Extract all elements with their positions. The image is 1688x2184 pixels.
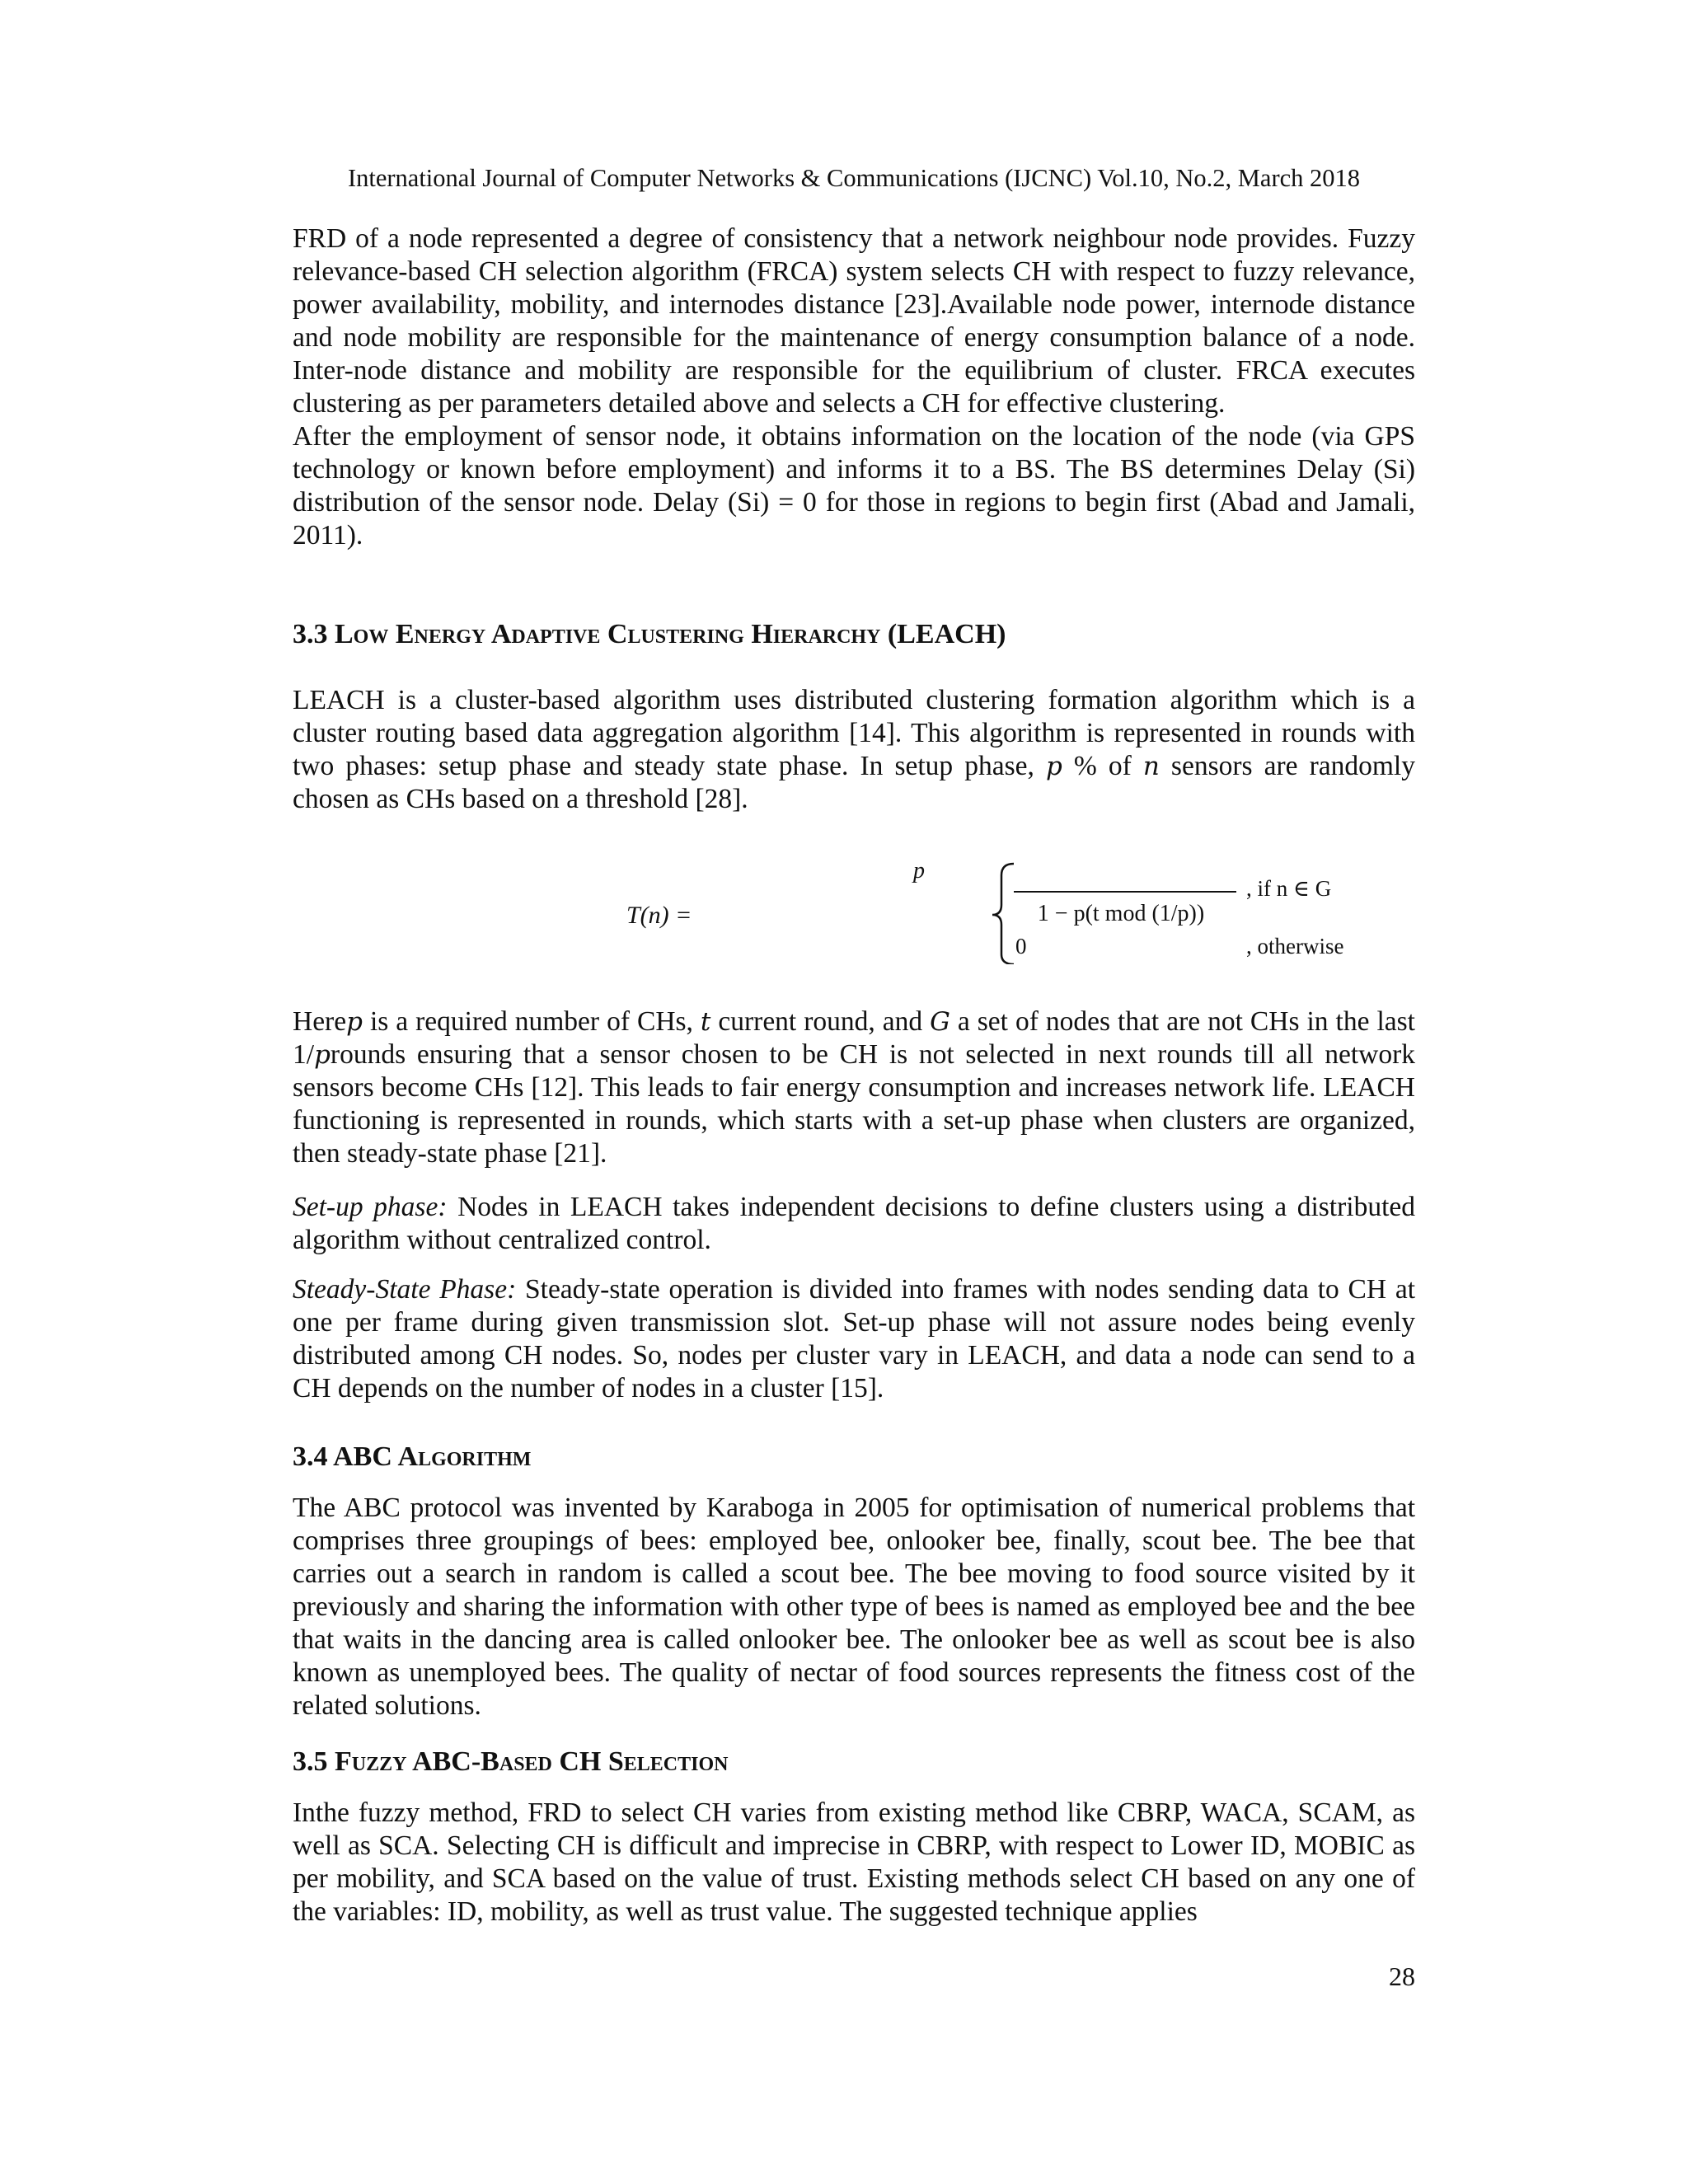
formula-brace <box>992 864 1014 964</box>
formula-zero: 0 <box>1015 934 1027 958</box>
section-3-5-para: Inthe fuzzy method, FRD to select CH varies from existing method like CBRP, WACA, SCAM, as well as SCA. Selecting CH is difficult and imprecise in CBRP, with respect to Lower ID, MOBIC as per mobility, and SCA based on the value of trust. Existing methods select CH based on any one of the variables: ID, mobility, as well as trust value. The suggested technique applies <box>293 1797 1415 1927</box>
section-3-4-heading: 3.4 ABC Algorithm <box>293 1441 532 1472</box>
section-3-3-para2: Herep is a required number of CHs, t current round, and G a set of nodes that are not CHs in the last 1/prounds ensuring that a sensor chosen to be CH is not selected in next rounds till all network sensors become CHs [12]. This leads to fair energy consumption and increases network life. LEACH functioning is represented in rounds, which starts with a set-up phase when clusters are organized, then steady-state phase [21]. <box>293 1006 1415 1169</box>
intro-section <box>293 223 1415 552</box>
section-3-3-heading: 3.3 Low Energy Adaptive Clustering Hierarchy (LEACH) <box>293 619 1006 649</box>
section-3-4-para: The ABC protocol was invented by Karaboga in 2005 for optimisation of numerical problems that comprises three groupings of bees: employed bee, onlooker bee, finally, scout bee. The bee that carries out a search in random is called a scout bee. The bee moving to food source visited by it previously and sharing the information with other type of bees is named as employed bee and the bee that waits in the dancing area is called onlooker bee. The onlooker bee as well as scout bee is also known as unemployed bees. The quality of nectar of food sources represents the fitness cost of the related solutions. <box>293 1493 1415 1721</box>
section-3-3-para1: LEACH is a cluster-based algorithm uses distributed clustering formation algorithm which is a cluster routing based data aggregation algorithm [14]. This algorithm is represented in rounds with two phases: setup phase and steady state phase. In setup phase, p % of n sensors are randomly chosen as CHs based on a threshold [28]. <box>293 685 1415 814</box>
formula-lhs: T(n) = <box>626 902 692 929</box>
setup-phase-label: Set-up phase: <box>293 1192 448 1222</box>
journal-header: International Journal of Computer Networks & Communications (IJCNC) Vol.10, No.2, March 2018 <box>347 164 1361 192</box>
threshold-formula <box>626 857 1368 964</box>
formula-denominator: 1 − p(t mod (1/p)) <box>1037 901 1205 926</box>
setup-phase-para: Set-up phase: Nodes in LEACH takes independent decisions to define clusters using a distributed algorithm without centralized control. <box>293 1192 1415 1255</box>
intro-paragraph-2: After the employment of sensor node, it obtains information on the location of the node (via GPS technology or known before employment) and informs it to a BS. The BS determines Delay (Si) distribution of the sensor node. Delay (Si) = 0 for those in regions to begin first (Abad and Jamali, 2011). <box>293 421 1415 551</box>
formula-numerator: p <box>913 858 925 883</box>
intro-paragraph: FRD of a node represented a degree of consistency that a network neighbour node provides. Fuzzy relevance-based CH selection algorithm (FRCA) system selects CH with respect to fuzzy relevance, power availability, mobility, and internodes distance [23].Available node power, internode distance and node mobility are responsible for the maintenance of energy consumption balance of a node. Inter-node distance and mobility are responsible for the equilibrium of cluster. FRCA executes clustering as per parameters detailed above and selects a CH for effective clustering. <box>293 223 1415 419</box>
steady-state-para: Steady-State Phase: Steady-state operation is divided into frames with nodes sending data to CH at one per frame during given transmission slot. Set-up phase will not assure nodes being evenly distributed among CH nodes. So, nodes per cluster vary in LEACH, and data a node can send to a CH depends on the number of nodes in a cluster [15]. <box>293 1274 1415 1404</box>
formula-case2: , otherwise <box>1246 934 1344 958</box>
section-3-5-heading: 3.5 Fuzzy ABC-Based CH Selection <box>293 1746 729 1777</box>
page-number: 28 <box>1389 1961 1415 1991</box>
formula-case1: , if n ∈ G <box>1246 876 1332 901</box>
steady-state-label: Steady-State Phase: <box>293 1274 517 1305</box>
